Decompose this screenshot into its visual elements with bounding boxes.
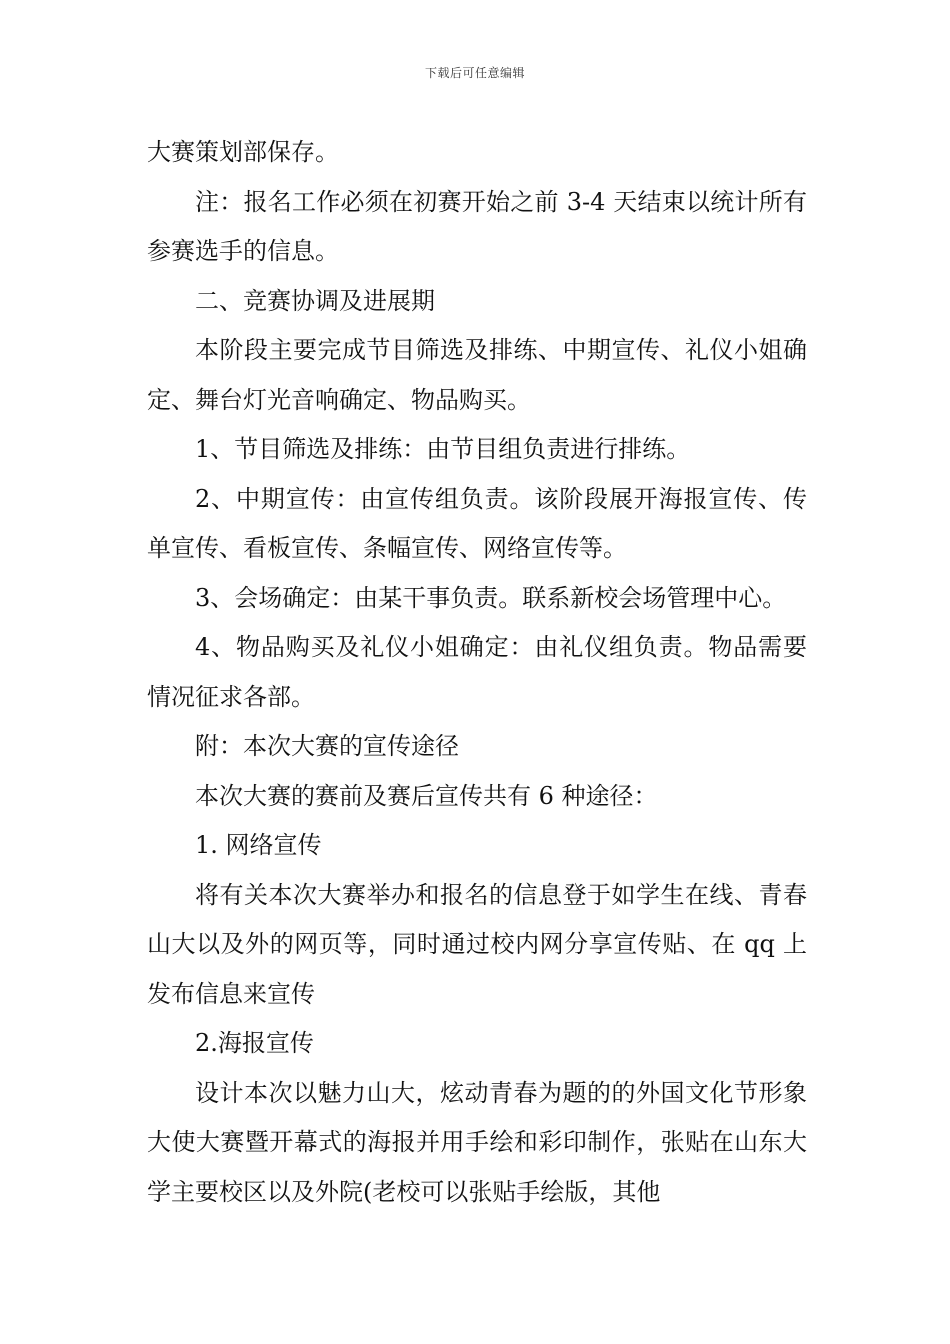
list-item-1: 1、节目筛选及排练：由节目组负责进行排练。 — [195, 435, 691, 463]
page-header: 下载后可任意编辑 — [424, 66, 525, 80]
section-heading: 二、竞赛协调及进展期 — [195, 286, 435, 315]
subheading-network: 1. 网络宣传 — [195, 831, 322, 859]
paragraph-10: 本次大赛的赛前及赛后宣传共有 6 种途径： — [195, 781, 658, 810]
document-body — [147, 128, 807, 1217]
appendix-heading: 附：本次大赛的宣传途径 — [195, 732, 459, 760]
subheading-poster: 2.海报宣传 — [195, 1029, 314, 1057]
paragraph-12: 将有关本次大赛举办和报名的信息登于如学生在线、青春山大以及外的网页等，同时通过校内网分享宣传贴、在 qq 上发布信息来宣传 — [147, 880, 807, 1008]
paragraph-2: 注：报名工作必须在初赛开始之前 3-4 天结束以统计所有参赛选手的信息。 — [147, 187, 807, 265]
list-item-2: 2、中期宣传：由宣传组负责。该阶段展开海报宣传、传单宣传、看板宣传、条幅宣传、网络宣传等。 — [147, 484, 807, 562]
paragraph-14: 设计本次以魅力山大，炫动青春为题的的外国文化节形象大使大赛暨开幕式的海报并用手绘和彩印制作，张贴在山东大学主要校区以及外院(老校可以张贴手绘版，其他 — [147, 1078, 807, 1206]
paragraph-4: 本阶段主要完成节目筛选及排练、中期宣传、礼仪小姐确定、舞台灯光音响确定、物品购买。 — [147, 336, 807, 414]
list-item-3: 3、会场确定：由某干事负责。联系新校会场管理中心。 — [195, 583, 787, 612]
list-item-4: 4、物品购买及礼仪小姐确定：由礼仪组负责。物品需要情况征求各部。 — [147, 633, 807, 711]
paragraph-1: 大赛策划部保存。 — [147, 138, 339, 166]
